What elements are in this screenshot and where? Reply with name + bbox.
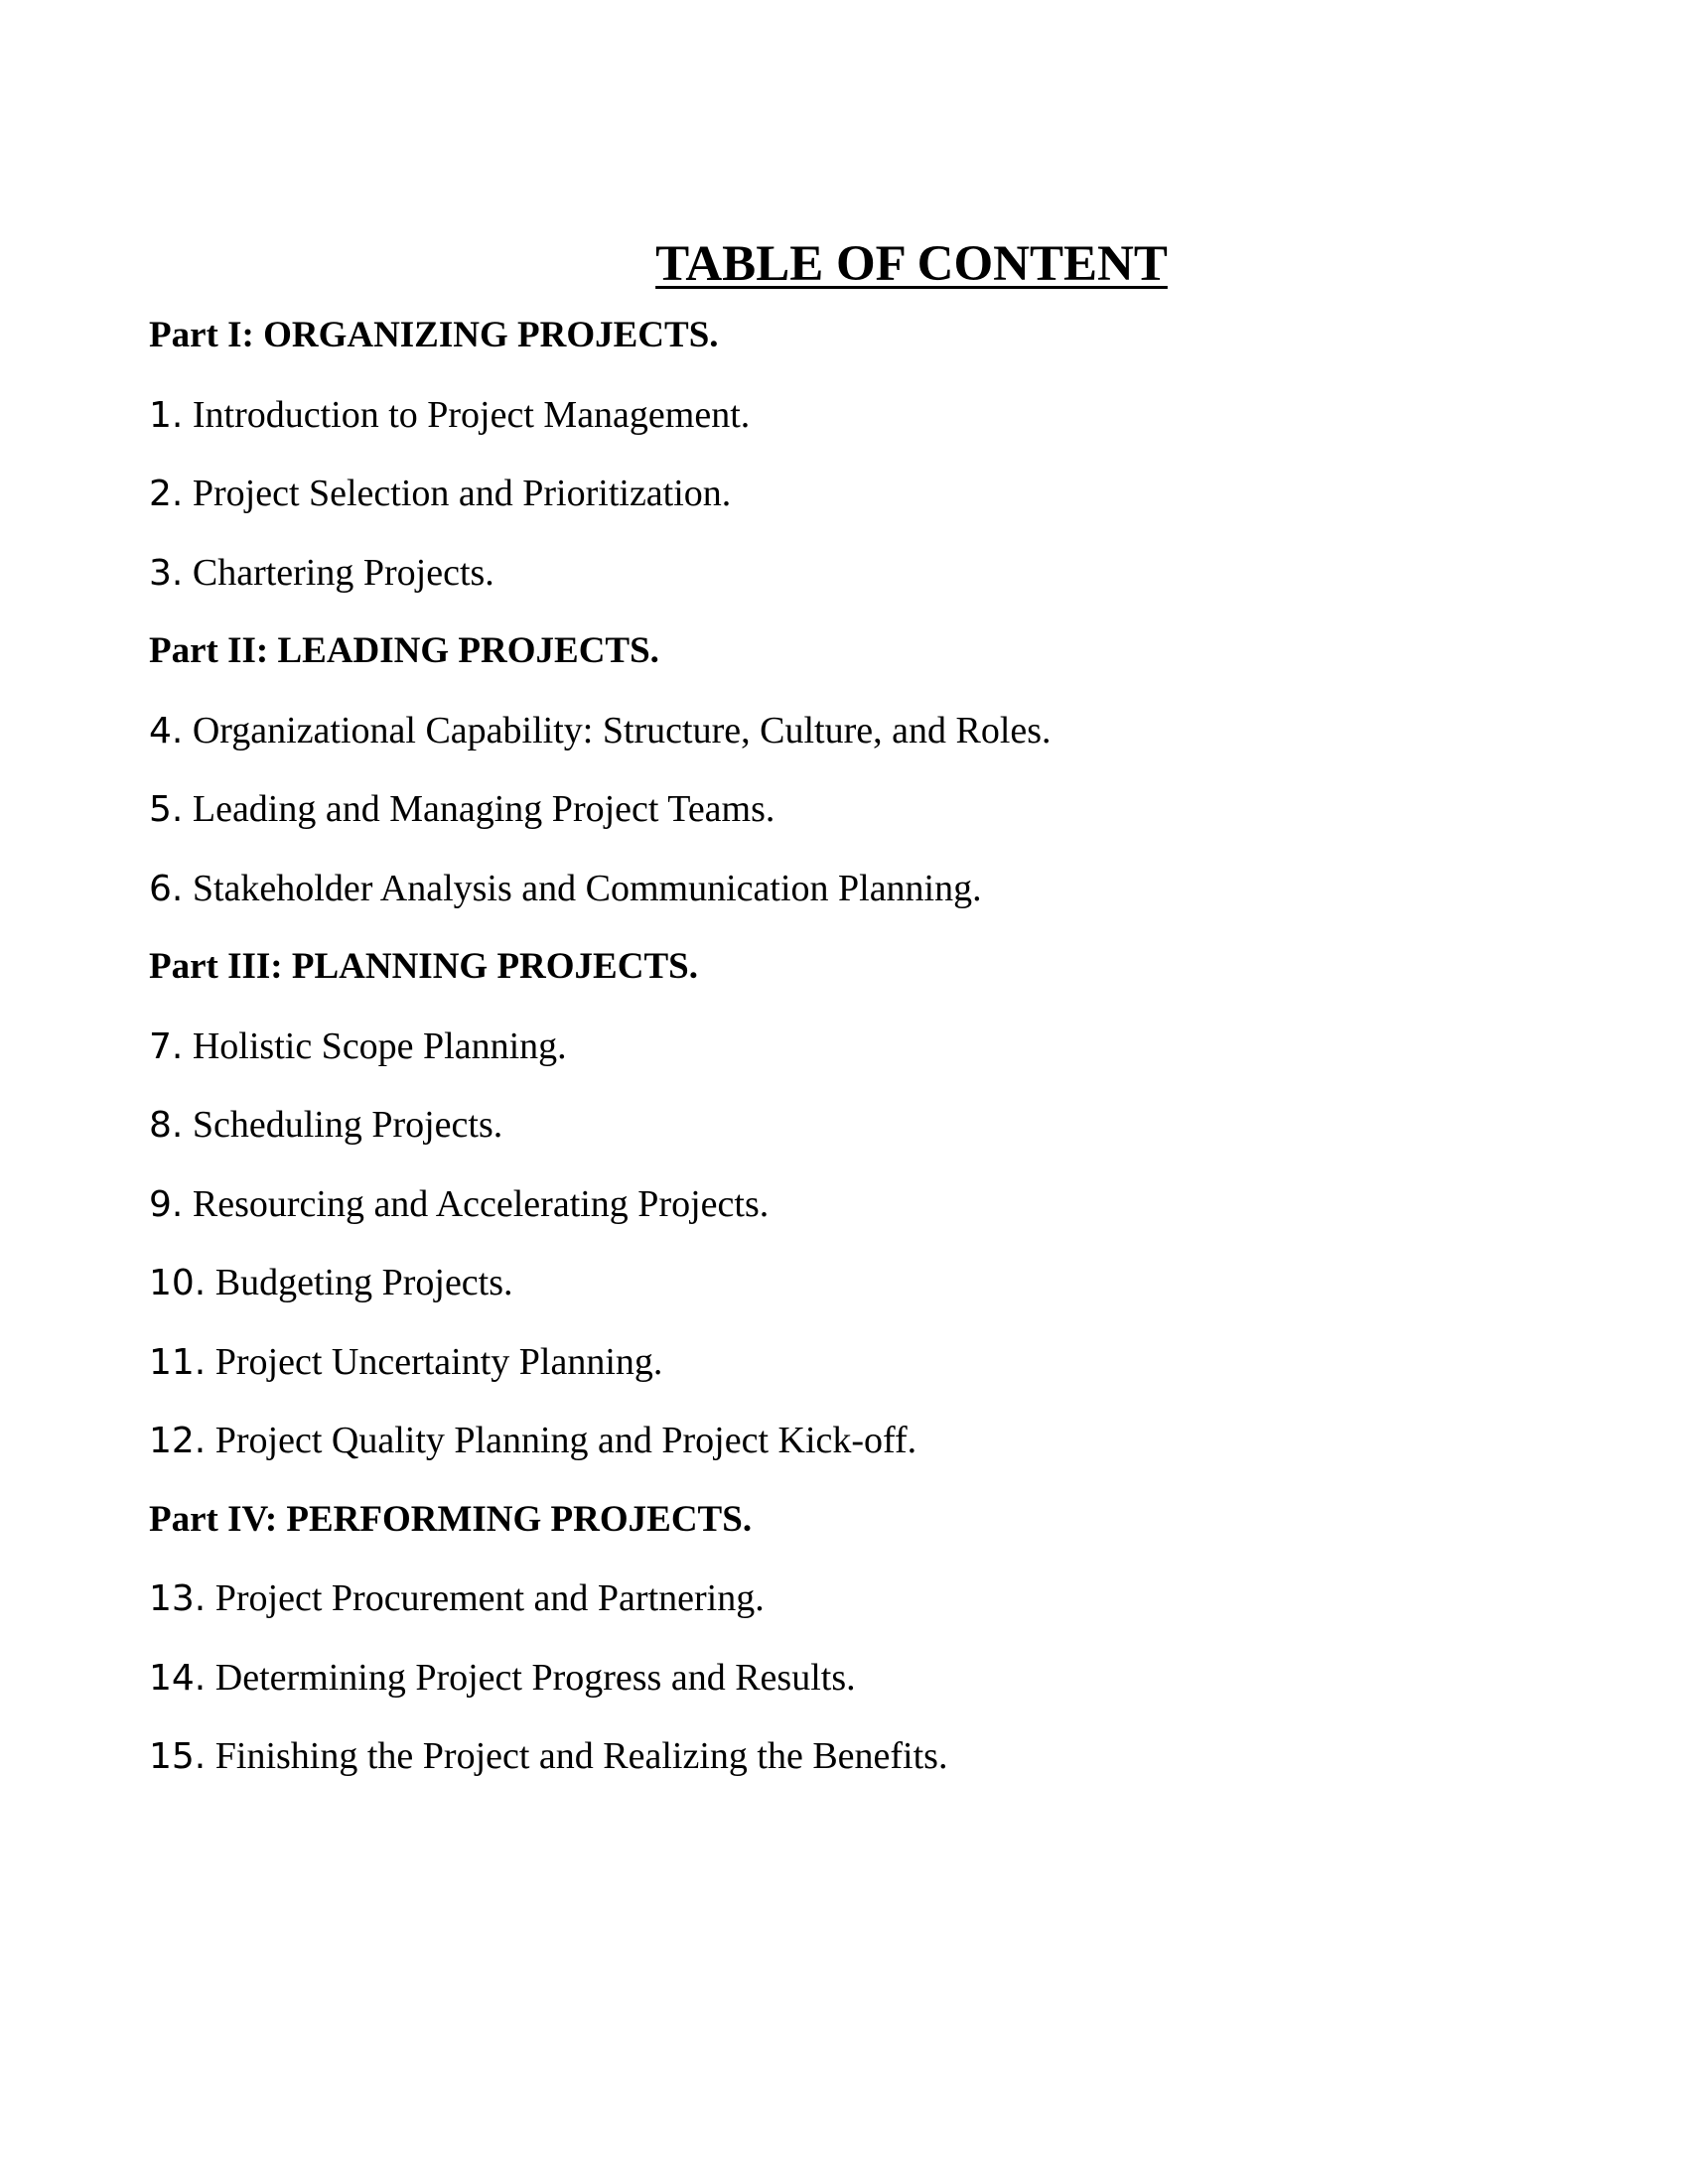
chapter-title: Project Procurement and Partnering. <box>214 1577 765 1619</box>
chapter-number: 7. <box>149 1025 184 1067</box>
chapter-title: Introduction to Project Management. <box>192 393 751 436</box>
chapter-entry <box>149 703 1589 782</box>
chapter-entry <box>149 1570 1589 1650</box>
chapter-entry <box>149 466 1589 545</box>
chapter-number: 3. <box>149 552 184 594</box>
part-heading: Part II: LEADING PROJECTS. <box>149 630 659 671</box>
chapter-entry <box>149 1176 1589 1256</box>
chapter-number: 4. <box>149 710 184 751</box>
part-heading: Part IV: PERFORMING PROJECTS. <box>149 1498 753 1540</box>
chapter-number: 11. <box>149 1341 207 1383</box>
chapter-entry <box>149 861 1589 940</box>
chapter-title: Project Selection and Prioritization. <box>192 473 732 514</box>
chapter-title: Organizational Capability: Structure, Culture, and Roles. <box>192 709 1052 751</box>
chapter-number: 1. <box>149 394 184 436</box>
chapter-number: 8. <box>149 1105 184 1146</box>
chapter-title: Scheduling Projects. <box>192 1104 503 1146</box>
chapter-title: Holistic Scope Planning. <box>192 1024 567 1067</box>
part-heading: Part III: PLANNING PROJECTS. <box>149 946 698 987</box>
chapter-title: Project Uncertainty Planning. <box>214 1340 663 1383</box>
chapter-entry <box>149 1413 1589 1492</box>
chapter-title: Leading and Managing Project Teams. <box>192 788 775 830</box>
part-heading: Part I: ORGANIZING PROJECTS. <box>149 315 719 355</box>
chapter-title: Chartering Projects. <box>192 551 494 594</box>
chapter-entry <box>149 545 1589 624</box>
chapter-number: 6. <box>149 868 184 909</box>
page-title: TABLE OF CONTENT <box>655 236 1168 292</box>
chapter-title: Project Quality Planning and Project Kick-off. <box>214 1420 917 1461</box>
chapter-entry <box>149 1019 1589 1098</box>
chapter-entry <box>149 1650 1589 1729</box>
chapter-entry <box>149 1255 1589 1334</box>
chapter-number: 9. <box>149 1183 184 1225</box>
chapter-number: 12. <box>149 1421 207 1461</box>
chapter-entry <box>149 1097 1589 1176</box>
chapter-title: Resourcing and Accelerating Projects. <box>192 1182 770 1225</box>
chapter-number: 2. <box>149 474 184 514</box>
chapter-number: 5. <box>149 789 184 830</box>
chapter-entry <box>149 1728 1589 1808</box>
chapter-entry <box>149 387 1589 467</box>
chapter-number: 13. <box>149 1578 207 1619</box>
chapter-number: 14. <box>149 1657 207 1699</box>
chapter-title: Stakeholder Analysis and Communication Planning. <box>192 867 982 909</box>
chapter-title: Finishing the Project and Realizing the Benefits. <box>214 1735 948 1777</box>
table-of-contents <box>149 308 1589 1808</box>
chapter-number: 15. <box>149 1736 207 1777</box>
chapter-title: Determining Project Progress and Results. <box>214 1656 856 1699</box>
chapter-title: Budgeting Projects. <box>214 1262 513 1303</box>
chapter-entry <box>149 781 1589 861</box>
chapter-number: 10. <box>149 1263 207 1303</box>
chapter-entry <box>149 1334 1589 1414</box>
